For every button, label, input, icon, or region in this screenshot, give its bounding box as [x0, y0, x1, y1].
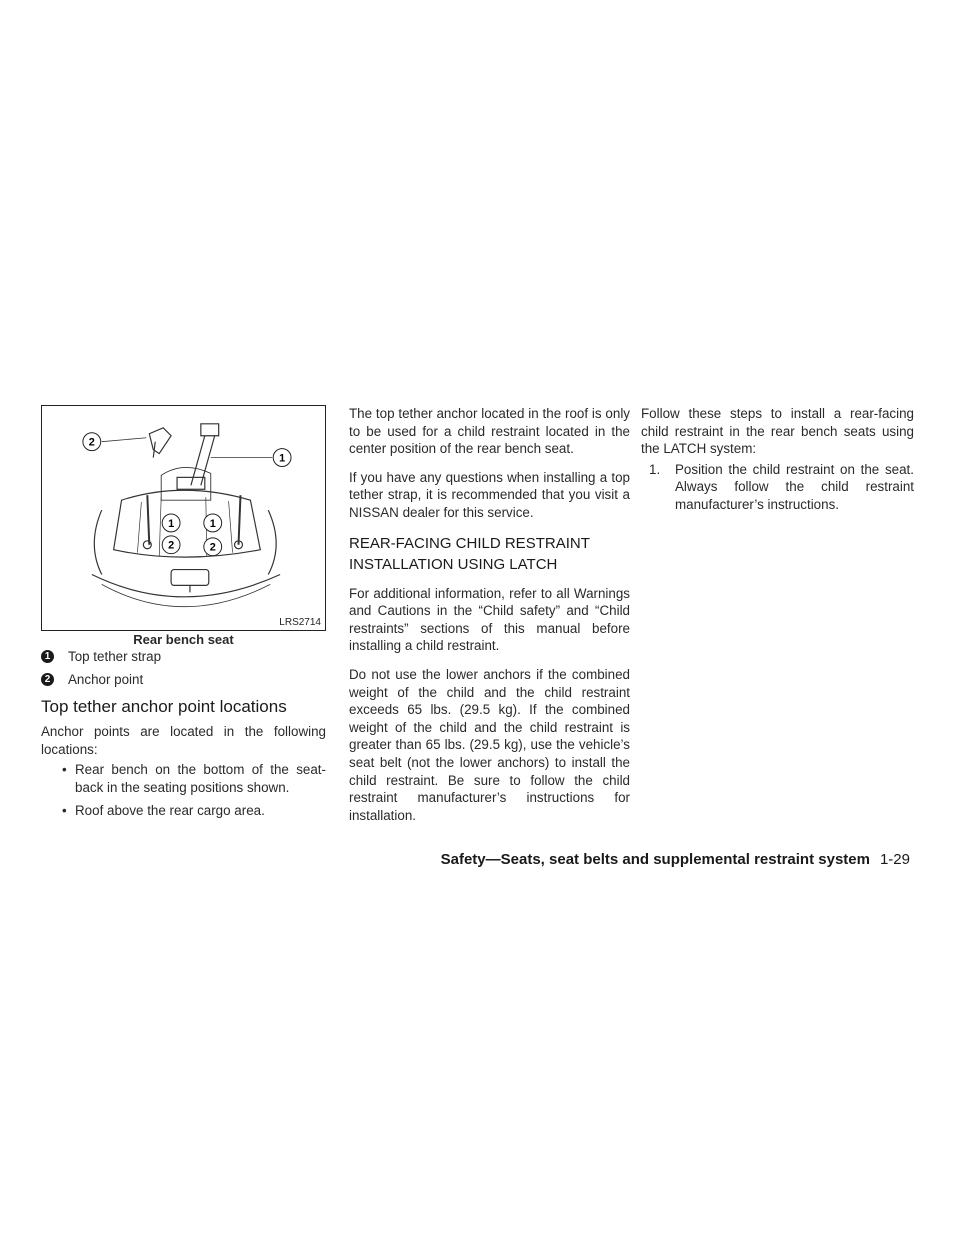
paragraph: The top tether anchor located in the roof is only to be used for a child restraint located in the center position of the rear bench seat.	[349, 406, 630, 457]
paragraph: For additional information, refer to all Warnings and Cautions in the “Child safety” and “Child restraints” sections of this manual before installing a child restraint.	[349, 585, 630, 654]
figure-rear-bench-seat	[41, 405, 326, 631]
page-footer	[441, 851, 910, 868]
rear-bench-seat-illustration	[42, 406, 325, 630]
bullet-item: • Roof above the rear cargo area.	[41, 802, 326, 820]
step-number: 1.	[649, 461, 661, 477]
paragraph: If you have any questions when installing a top tether strap, it is recommended that you visit a NISSAN dealer for this service.	[349, 469, 630, 520]
legend-item-2	[41, 672, 143, 687]
legend-number-icon: 2	[41, 673, 54, 686]
callout-2-right: 2	[209, 541, 216, 554]
paragraph: Follow these steps to install a rear-facing child restraint in the rear bench seats using the LATCH system:	[641, 406, 914, 457]
section-heading-latch: REAR-FACING CHILD RESTRAINT INSTALLATION USING LATCH	[349, 534, 590, 573]
middle-column	[349, 405, 630, 835]
steps-list	[641, 461, 914, 514]
figure-code: LRS2714	[279, 617, 321, 628]
legend-item-1	[41, 649, 161, 664]
callout-2-top: 2	[88, 436, 95, 449]
step-item	[649, 461, 914, 514]
callout-1-top: 1	[279, 452, 286, 465]
section-heading-top-tether: Top tether anchor point locations	[41, 697, 287, 716]
footer-section-title: Safety—Seats, seat belts and supplemental restraint system	[440, 851, 870, 868]
step-text: Position the child restraint on the seat. Always follow the child restraint manufacturer’s instructions.	[675, 461, 914, 512]
left-column-text	[41, 723, 326, 826]
legend-number-icon: 1	[41, 650, 54, 663]
bullet-item: • Rear bench on the bottom of the seat-back in the seating positions shown.	[41, 761, 326, 796]
paragraph: Anchor points are located in the following locations:	[41, 724, 326, 757]
callout-1-left: 1	[168, 517, 175, 530]
figure-caption: Rear bench seat	[133, 632, 234, 647]
legend-label: Anchor point	[68, 672, 144, 687]
callout-2-left: 2	[168, 539, 175, 552]
legend-label: Top tether strap	[68, 649, 162, 664]
callout-1-right: 1	[209, 517, 216, 530]
bullet-list	[41, 761, 326, 820]
paragraph: Do not use the lower anchors if the combined weight of the child and the child restraint exceeds 65 lbs. (29.5 kg). If the combined weight of the child and the child restraint is greater than 65 lbs. (29.5 kg), use the vehicle’s seat belt (not the lower anchors) to install the child restraint. Be sure to follow the child restraint manufacturer’s instructions for installation.	[349, 666, 630, 823]
page-number: 1-29	[879, 851, 910, 868]
right-column	[641, 405, 914, 514]
